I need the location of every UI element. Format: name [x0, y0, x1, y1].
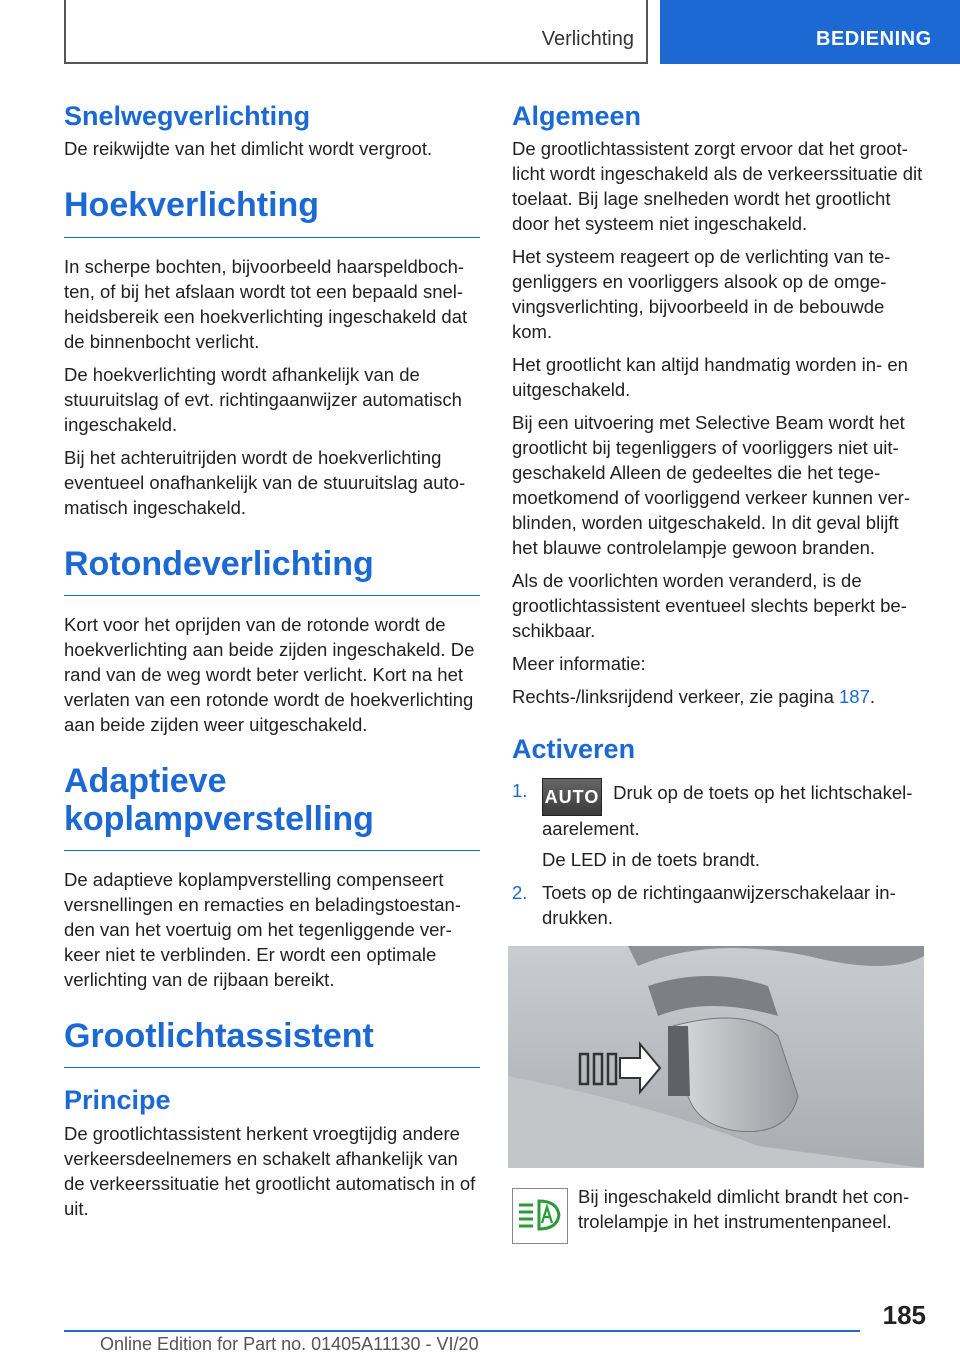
- activeren-heading: Activeren: [512, 734, 636, 765]
- reference-text: Rechts-/linksrijdend verkeer, zie pagina: [512, 686, 839, 708]
- hoek-paragraph-3: Bij het achteruitrijden wordt de hoekverlichting eventueel onafhankelijk van de stuuruitslag automatisch ingeschakeld.: [64, 446, 466, 518]
- step-1-number: 1.: [512, 779, 528, 801]
- principe-heading: Principe: [64, 1085, 171, 1116]
- header-section-label: Verlichting: [541, 28, 634, 50]
- footer-edition: Online Edition for Part no. 01405A11130 - VI/20: [100, 1334, 479, 1354]
- reference-line: [512, 684, 926, 709]
- hoek-heading: Hoekverlichting: [64, 187, 480, 237]
- algemeen-paragraph-5: Als de voorlichten worden veranderd, is de grootlichtassistent eventueel slechts beperkt beschikbaar.: [512, 570, 907, 642]
- high-beam-assistant-lamp-icon: [512, 1188, 568, 1244]
- auto-button-icon: AUTO: [542, 778, 602, 816]
- footer-divider: [64, 1330, 860, 1332]
- left-column: [64, 100, 480, 1229]
- hoek-paragraph-2: De hoekverlichting wordt afhankelijk van de stuuruitslag of evt. richtingaanwijzer automatisch ingeschakeld.: [64, 363, 462, 435]
- meer-info-label: Meer informatie:: [512, 653, 646, 675]
- step-2-number: 2.: [512, 881, 528, 903]
- hoek-paragraph-1: In scherpe bochten, bijvoorbeeld haarspeldbochten, of bij het afslaan wordt tot een bepaald snelheidsbereik een hoekverlichting ingeschakeld dat de binnenbocht verlicht.: [64, 255, 468, 352]
- header-chapter-label: BEDIENING: [816, 28, 932, 50]
- reference-end: .: [869, 686, 876, 708]
- page-number: 185: [882, 1300, 926, 1330]
- algemeen-heading: Algemeen: [512, 101, 642, 131]
- rotonde-heading: Rotondeverlichting: [64, 546, 480, 596]
- page-reference-link[interactable]: 187: [839, 686, 870, 708]
- adaptief-heading: [64, 763, 480, 851]
- indicator-lamp-text: Bij ingeschakeld dimlicht brandt het controlelampje in het instrumentenpaneel.: [578, 1186, 910, 1232]
- step-2: [512, 880, 926, 930]
- algemeen-paragraph-2: Het systeem reageert op de verlichting van tegenliggers en voorliggers alsook op de omgevingsverlichting, bijvoorbeeld in de bebouwde kom.: [512, 246, 891, 343]
- header-chapter-tab: [660, 0, 960, 64]
- step-1: [512, 778, 926, 872]
- algemeen-paragraph-4: Bij een uitvoering met Selective Beam wordt het grootlicht bij tegenliggers of voorliggers niet uitgeschakeld Alleen de gedeeltes die het tegemoetkomend of voorliggend verkeer kunnen verblinden, worden uitgeschakeld. In dit geval blijft het blauwe controlelampje gewoon branden.: [512, 412, 910, 559]
- step-2-text: Toets op de richtingaanwijzerschakelaar indrukken.: [542, 881, 896, 928]
- stalk-illustration-svg: [508, 946, 924, 1168]
- step-1-text: Druk op de toets op het lichtschakelaarelement.: [542, 781, 913, 839]
- adaptief-heading-line2: koplampverstelling: [64, 799, 374, 838]
- stalk-illustration: [508, 946, 924, 1168]
- snelweg-paragraph: De reikwijdte van het dimlicht wordt vergroot.: [64, 138, 433, 160]
- algemeen-paragraph-3: Het grootlicht kan altijd handmatig worden in- en uitgeschakeld.: [512, 354, 908, 401]
- principe-paragraph: De grootlichtassistent herkent vroegtijdig andere verkeersdeelnemers en schakelt afhankelijk van de verkeerssituatie het grootlicht automatisch in of uit.: [64, 1122, 476, 1219]
- adaptief-paragraph: De adaptieve koplampverstelling compenseert versnellingen en remacties en beladingstoestanden van het voertuig om het tegenliggende verkeer niet te verblinden. Er wordt een optimale verlichting van de rijbaan bereikt.: [64, 868, 461, 990]
- rotonde-paragraph: Kort voor het oprijden van de rotonde wordt de hoekverlichting aan beide zijden ingeschakeld. De rand van de weg wordt beter verlicht. Kort na het verlaten van een rotonde wordt de hoekverlichting aan beide zijden weer uitgeschakeld.: [64, 614, 475, 736]
- step-1-paragraph: [542, 778, 926, 841]
- groot-heading: Grootlichtassistent: [64, 1018, 480, 1068]
- header-section-box: [64, 0, 648, 64]
- snelweg-heading: Snelwegverlichting: [64, 101, 311, 131]
- step-1-subtext: De LED in de toets brandt.: [542, 848, 761, 870]
- lamp-icon-svg: [513, 1189, 567, 1243]
- algemeen-paragraph-1: De grootlichtassistent zorgt ervoor dat het grootlicht wordt ingeschakeld als de verkeerssituatie dit toelaat. Bij lage snelheden wordt het grootlicht door het systeem niet ingeschakeld.: [512, 138, 923, 235]
- right-column: [512, 100, 926, 938]
- adaptief-heading-line1: Adaptieve: [64, 762, 227, 801]
